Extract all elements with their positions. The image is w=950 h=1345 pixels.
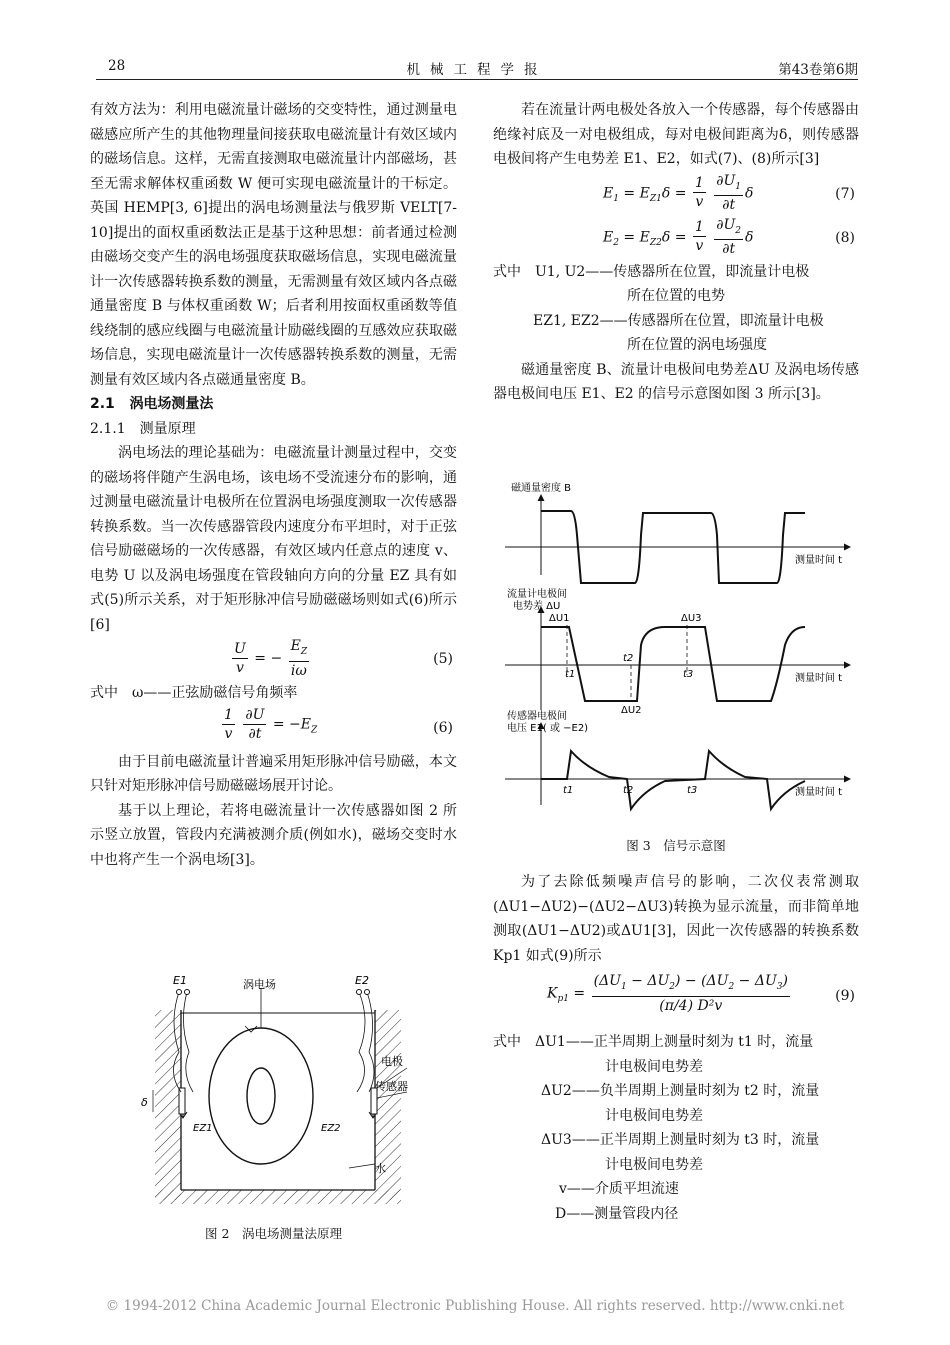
- figure-3-signals: [505, 475, 855, 820]
- label-u-line1: 流量计电极间: [507, 589, 567, 600]
- label-e-line2: 电压 E1( 或 −E2): [507, 723, 589, 734]
- equation-6: $\frac{1}{v}$ $\frac{\partial U}{\partial t}$ = $-E_Z$ (6): [224, 706, 453, 742]
- label-t2-e: t2: [623, 785, 634, 796]
- copyright-footer: © 1994-2012 China Academic Journal Electronic Publishing House. All rights reserved. http://www.cnki.net: [105, 1298, 845, 1314]
- equation-5-number: (5): [433, 651, 453, 667]
- label-ez1: EZ1: [193, 1123, 213, 1134]
- right-paragraph-2: 磁通量密度 B、流量计电极间电势差ΔU 及涡电场传感器电极间电压 E1、E2 的信号示意图如图 3 所示[3]。: [493, 361, 859, 402]
- right-column-bottom: [493, 870, 859, 1226]
- where-9-1a: 式中 ΔU1——正半周期上测量时刻为 t1 时，流量: [493, 1034, 814, 1050]
- label-e-line1: 传感器电极间: [507, 711, 567, 722]
- signal-e: [541, 751, 805, 809]
- label-du1: ΔU1: [549, 613, 570, 624]
- label-vortex: 涡电场: [243, 978, 276, 991]
- where-9-2a: ΔU2——负半周期上测量时刻为 t2 时，流量: [541, 1083, 820, 1099]
- equation-9: $K_{p1}$ = $\frac{(\Delta U_1 - \Delta U_2) - (\Delta U_2 - \Delta U_3)}{\text{(π/4) D²v}}$ (9): [547, 973, 855, 1014]
- section-number: 2.1: [90, 396, 115, 412]
- left-sensor: [179, 1088, 185, 1114]
- label-t3-u: t3: [683, 669, 694, 680]
- label-t3-e: t3: [687, 785, 698, 796]
- label-delta: δ: [141, 1096, 148, 1109]
- label-electrode: 电极: [381, 1055, 403, 1068]
- figure-2-diagram: [135, 968, 425, 1212]
- left-paragraph-1: 有效方法为：利用电磁流量计磁场的交变特性，通过测量电磁感应所产生的其他物理量间接获取电磁流量计有效区域内的磁场信息。这样，无需直接测取电磁流量计内部磁场，甚至无需求解体权重函数 W 便可实现电磁流量计的干标定。英国 HEMP[3, 6]提出的涡电场测量法与俄罗斯 VELT[7-10]提出的面权重函数法正是基于这种思想：前者通过检测由磁场交变产生的涡电场强度获取磁场信息，实现电磁流量计一次传感器转换系数的测量，无需测量有效区域内各点磁通量密度 B 与体权重函数 W；后者利用按面权重函数等值线绕制的感应线圈与电磁流量计励磁线圈的互感效应获取磁场信息，实现电磁流量计一次传感器转换系数的测量，无需测量有效区域内各点磁通量密度 B。: [90, 102, 457, 388]
- label-u-line2: 电势差 ΔU: [513, 601, 561, 612]
- left-wall: [155, 1010, 181, 1200]
- header-rule: [96, 79, 858, 80]
- label-time-3: 测量时间 t: [795, 787, 843, 798]
- where-9-2b: 计电极间电势差: [605, 1107, 703, 1124]
- issue-label: 第43卷第6期: [778, 62, 858, 78]
- equation-7: $E_1 = E_{Z1}\delta$ = $\frac{1}{v}$ $\frac{\partial U_1}{\partial t}$ δ (7): [603, 172, 855, 214]
- section-heading: [90, 392, 457, 417]
- where-9-4: v——介质平坦流速: [559, 1181, 679, 1197]
- right-paragraph-1: 若在流量计两电极处各放入一个传感器，每个传感器由绝缘衬底及一对电极组成，每对电极间距离为δ，则传感器电极间将产生电势差 E1、E2，如式(7)、(8)所示[3]: [493, 102, 859, 167]
- where-7c: EZ1, EZ2——传感器所在位置，即流量计电极: [533, 312, 824, 329]
- label-water: 水: [375, 1162, 386, 1175]
- figure-3-caption: 图 3 信号示意图: [626, 838, 726, 853]
- equation-7-number: (7): [835, 185, 855, 202]
- left-column: [90, 98, 457, 872]
- label-sensor: 传感器: [375, 1080, 408, 1093]
- label-t1-e: t1: [563, 785, 574, 796]
- where-9-3a: ΔU3——正半周期上测量时刻为 t3 时，流量: [541, 1132, 820, 1148]
- equation-8: $E_2 = E_{Z2}\delta$ = $\frac{1}{v}$ $\frac{\partial U_2}{\partial t}$ δ (8): [603, 216, 855, 258]
- label-t2-u: t2: [623, 653, 634, 664]
- where-omega: 式中 ω——正弦励磁信号角频率: [90, 685, 298, 701]
- label-ez2: EZ2: [321, 1123, 341, 1134]
- label-du2: ΔU2: [621, 705, 642, 716]
- label-time-1: 测量时间 t: [795, 555, 843, 566]
- left-paragraph-3: 由于目前电磁流量计普遍采用矩形脉冲信号励磁，本文只针对矩形脉冲信号励磁磁场展开讨论。: [90, 753, 457, 794]
- right-paragraph-3: 为了去除低频噪声信号的影响，二次仪表常测取(ΔU1−ΔU2)−(ΔU2−ΔU3)转换为显示流量，而非简单地测取(ΔU1−ΔU2)或ΔU1[3]，因此一次传感器的转换系数 Kp1 如式(9)所示: [493, 874, 859, 964]
- label-time-2: 测量时间 t: [795, 673, 843, 684]
- label-e2: E2: [355, 974, 369, 987]
- equation-8-number: (8): [835, 229, 855, 246]
- left-paragraph-2: 涡电场法的理论基础为：电磁流量计测量过程中，交变的磁场将伴随产生涡电场，该电场不受流速分布的影响，通过测量电磁流量计电极所在位置涡电场强度测取一次传感器转换系数。当一次传感器管段内速度分布平坦时，对于正弦信号励磁磁场的一次传感器，有效区域内任意点的速度 v、电势 U 以及涡电场强度在管段轴向方向的分量 EZ 具有如式(5)所示关系，对于矩形脉冲信号励磁磁场则如式(6)所示[6]: [90, 445, 457, 633]
- right-column-top: [493, 98, 859, 407]
- page-number: 28: [108, 58, 126, 74]
- equation-9-number: (9): [835, 988, 855, 1004]
- subsection-heading: 2.1.1 测量原理: [90, 420, 196, 437]
- label-e1: E1: [173, 974, 187, 987]
- where-9-3b: 计电极间电势差: [605, 1156, 703, 1173]
- page-header: [96, 58, 858, 78]
- where-9-1b: 计电极间电势差: [605, 1058, 703, 1075]
- figure-2-caption: 图 2 涡电场测量法原理: [205, 1226, 342, 1241]
- vortex-inner: [247, 1068, 275, 1124]
- left-paragraph-4: 基于以上理论，若将电磁流量计一次传感器如图 2 所示竖立放置，管段内充满被测介质(例如水)，磁场交变时水中也将产生一个涡电场[3]。: [90, 802, 457, 868]
- equation-5: $\frac{U}{v}$ = − $\frac{E_Z}{i\omega}$ (5): [234, 638, 453, 679]
- signal-u: [541, 627, 805, 701]
- journal-title: 机械工程学报: [406, 62, 548, 78]
- where-7d: 所在位置的涡电场强度: [627, 337, 767, 353]
- where-7b: 所在位置的电势: [627, 288, 725, 304]
- label-t1-u: t1: [565, 669, 576, 680]
- vortex-outer: [209, 1028, 313, 1164]
- where-7a: 式中 U1, U2——传感器所在位置，即流量计电极: [493, 263, 810, 280]
- equation-6-number: (6): [433, 719, 453, 736]
- where-9-5: D——测量管段内径: [555, 1205, 679, 1222]
- label-b: 磁通量密度 B: [511, 483, 572, 494]
- label-du3: ΔU3: [681, 613, 702, 624]
- section-title: 涡电场测量法: [129, 396, 214, 412]
- bottom-wall: [155, 1190, 401, 1204]
